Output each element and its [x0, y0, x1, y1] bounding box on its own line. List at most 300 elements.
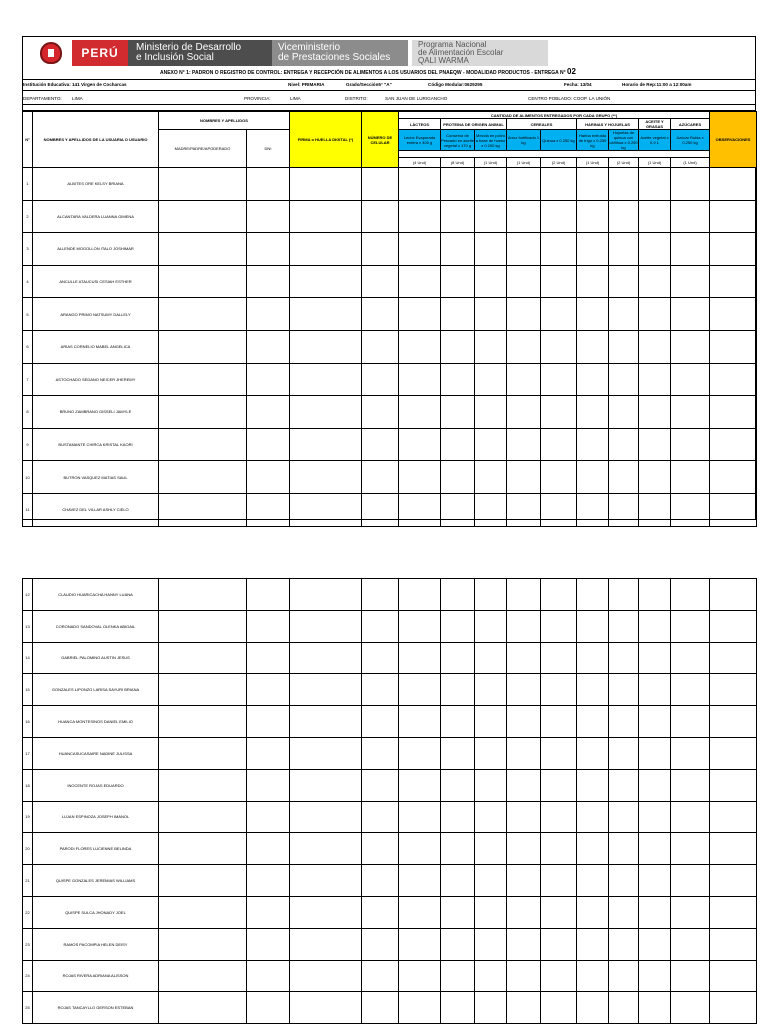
empty-cell[interactable]: [290, 298, 362, 331]
empty-cell[interactable]: [247, 493, 290, 526]
empty-cell[interactable]: [399, 992, 441, 1024]
empty-cell[interactable]: [671, 801, 710, 833]
empty-cell[interactable]: [441, 363, 475, 396]
empty-cell[interactable]: [541, 960, 577, 992]
empty-cell[interactable]: [159, 769, 247, 801]
empty-cell[interactable]: [639, 493, 671, 526]
empty-cell[interactable]: [541, 330, 577, 363]
empty-cell[interactable]: [507, 200, 541, 233]
empty-cell[interactable]: [247, 833, 290, 865]
empty-cell[interactable]: [609, 579, 639, 611]
empty-cell[interactable]: [639, 610, 671, 642]
empty-cell[interactable]: [475, 330, 507, 363]
empty-cell[interactable]: [507, 769, 541, 801]
empty-cell[interactable]: [475, 674, 507, 706]
empty-cell[interactable]: [507, 330, 541, 363]
empty-cell[interactable]: [159, 960, 247, 992]
empty-cell[interactable]: [507, 801, 541, 833]
empty-cell[interactable]: [507, 298, 541, 331]
empty-cell[interactable]: [639, 992, 671, 1024]
empty-cell[interactable]: [710, 363, 757, 396]
empty-cell[interactable]: [475, 928, 507, 960]
empty-cell[interactable]: [541, 298, 577, 331]
empty-cell[interactable]: [290, 769, 362, 801]
empty-cell[interactable]: [710, 833, 757, 865]
empty-cell[interactable]: [399, 461, 441, 494]
empty-cell[interactable]: [399, 896, 441, 928]
empty-cell[interactable]: [290, 896, 362, 928]
empty-cell[interactable]: [159, 428, 247, 461]
empty-cell[interactable]: [541, 706, 577, 738]
empty-cell[interactable]: [609, 610, 639, 642]
empty-cell[interactable]: [247, 610, 290, 642]
empty-cell[interactable]: [475, 265, 507, 298]
empty-cell[interactable]: [710, 461, 757, 494]
empty-cell[interactable]: [671, 737, 710, 769]
empty-cell[interactable]: [710, 928, 757, 960]
empty-cell[interactable]: [541, 992, 577, 1024]
empty-cell[interactable]: [671, 330, 710, 363]
empty-cell[interactable]: [399, 168, 441, 201]
empty-cell[interactable]: [507, 579, 541, 611]
empty-cell[interactable]: [710, 896, 757, 928]
empty-cell[interactable]: [475, 396, 507, 429]
empty-cell[interactable]: [159, 801, 247, 833]
empty-cell[interactable]: [247, 330, 290, 363]
empty-cell[interactable]: [507, 992, 541, 1024]
empty-cell[interactable]: [475, 992, 507, 1024]
empty-cell[interactable]: [159, 896, 247, 928]
empty-cell[interactable]: [577, 493, 609, 526]
empty-cell[interactable]: [290, 992, 362, 1024]
empty-cell[interactable]: [541, 769, 577, 801]
empty-cell[interactable]: [247, 396, 290, 429]
empty-cell[interactable]: [441, 865, 475, 897]
empty-cell[interactable]: [247, 706, 290, 738]
empty-cell[interactable]: [362, 363, 399, 396]
empty-cell[interactable]: [441, 396, 475, 429]
empty-cell[interactable]: [399, 801, 441, 833]
empty-cell[interactable]: [399, 298, 441, 331]
empty-cell[interactable]: [362, 610, 399, 642]
empty-cell[interactable]: [639, 200, 671, 233]
empty-cell[interactable]: [441, 428, 475, 461]
empty-cell[interactable]: [639, 579, 671, 611]
empty-cell[interactable]: [609, 865, 639, 897]
empty-cell[interactable]: [399, 493, 441, 526]
empty-cell[interactable]: [710, 769, 757, 801]
empty-cell[interactable]: [475, 428, 507, 461]
empty-cell[interactable]: [399, 330, 441, 363]
empty-cell[interactable]: [639, 706, 671, 738]
empty-cell[interactable]: [541, 265, 577, 298]
empty-cell[interactable]: [290, 428, 362, 461]
empty-cell[interactable]: [362, 896, 399, 928]
empty-cell[interactable]: [159, 330, 247, 363]
empty-cell[interactable]: [475, 706, 507, 738]
empty-cell[interactable]: [710, 610, 757, 642]
empty-cell[interactable]: [609, 461, 639, 494]
empty-cell[interactable]: [507, 674, 541, 706]
empty-cell[interactable]: [639, 265, 671, 298]
empty-cell[interactable]: [609, 737, 639, 769]
empty-cell[interactable]: [671, 461, 710, 494]
empty-cell[interactable]: [475, 896, 507, 928]
empty-cell[interactable]: [541, 461, 577, 494]
empty-cell[interactable]: [609, 960, 639, 992]
empty-cell[interactable]: [441, 769, 475, 801]
empty-cell[interactable]: [399, 769, 441, 801]
empty-cell[interactable]: [362, 737, 399, 769]
empty-cell[interactable]: [290, 928, 362, 960]
empty-cell[interactable]: [639, 896, 671, 928]
empty-cell[interactable]: [639, 960, 671, 992]
empty-cell[interactable]: [159, 493, 247, 526]
empty-cell[interactable]: [247, 579, 290, 611]
empty-cell[interactable]: [159, 265, 247, 298]
empty-cell[interactable]: [609, 493, 639, 526]
empty-cell[interactable]: [399, 396, 441, 429]
empty-cell[interactable]: [362, 801, 399, 833]
empty-cell[interactable]: [290, 706, 362, 738]
empty-cell[interactable]: [507, 396, 541, 429]
empty-cell[interactable]: [541, 642, 577, 674]
empty-cell[interactable]: [247, 992, 290, 1024]
empty-cell[interactable]: [290, 200, 362, 233]
empty-cell[interactable]: [362, 428, 399, 461]
empty-cell[interactable]: [247, 928, 290, 960]
empty-cell[interactable]: [577, 674, 609, 706]
empty-cell[interactable]: [710, 737, 757, 769]
empty-cell[interactable]: [159, 579, 247, 611]
empty-cell[interactable]: [475, 960, 507, 992]
empty-cell[interactable]: [441, 298, 475, 331]
empty-cell[interactable]: [710, 493, 757, 526]
empty-cell[interactable]: [247, 896, 290, 928]
empty-cell[interactable]: [609, 233, 639, 266]
empty-cell[interactable]: [159, 233, 247, 266]
empty-cell[interactable]: [475, 233, 507, 266]
empty-cell[interactable]: [710, 579, 757, 611]
empty-cell[interactable]: [507, 363, 541, 396]
empty-cell[interactable]: [507, 928, 541, 960]
empty-cell[interactable]: [541, 928, 577, 960]
empty-cell[interactable]: [441, 330, 475, 363]
empty-cell[interactable]: [710, 960, 757, 992]
empty-cell[interactable]: [362, 168, 399, 201]
empty-cell[interactable]: [577, 461, 609, 494]
empty-cell[interactable]: [507, 896, 541, 928]
empty-cell[interactable]: [399, 737, 441, 769]
empty-cell[interactable]: [671, 168, 710, 201]
empty-cell[interactable]: [577, 363, 609, 396]
empty-cell[interactable]: [671, 928, 710, 960]
empty-cell[interactable]: [441, 168, 475, 201]
empty-cell[interactable]: [290, 396, 362, 429]
empty-cell[interactable]: [710, 642, 757, 674]
empty-cell[interactable]: [441, 579, 475, 611]
empty-cell[interactable]: [710, 706, 757, 738]
empty-cell[interactable]: [577, 428, 609, 461]
empty-cell[interactable]: [671, 610, 710, 642]
empty-cell[interactable]: [247, 960, 290, 992]
empty-cell[interactable]: [639, 737, 671, 769]
empty-cell[interactable]: [362, 833, 399, 865]
empty-cell[interactable]: [609, 642, 639, 674]
empty-cell[interactable]: [671, 706, 710, 738]
empty-cell[interactable]: [399, 579, 441, 611]
empty-cell[interactable]: [609, 363, 639, 396]
empty-cell[interactable]: [710, 200, 757, 233]
empty-cell[interactable]: [362, 642, 399, 674]
empty-cell[interactable]: [399, 363, 441, 396]
empty-cell[interactable]: [159, 737, 247, 769]
empty-cell[interactable]: [710, 865, 757, 897]
empty-cell[interactable]: [441, 493, 475, 526]
empty-cell[interactable]: [710, 330, 757, 363]
empty-cell[interactable]: [671, 642, 710, 674]
empty-cell[interactable]: [577, 833, 609, 865]
empty-cell[interactable]: [159, 396, 247, 429]
empty-cell[interactable]: [541, 233, 577, 266]
empty-cell[interactable]: [441, 461, 475, 494]
empty-cell[interactable]: [290, 579, 362, 611]
empty-cell[interactable]: [639, 801, 671, 833]
empty-cell[interactable]: [159, 992, 247, 1024]
empty-cell[interactable]: [290, 461, 362, 494]
empty-cell[interactable]: [639, 168, 671, 201]
empty-cell[interactable]: [362, 461, 399, 494]
empty-cell[interactable]: [290, 833, 362, 865]
empty-cell[interactable]: [710, 233, 757, 266]
empty-cell[interactable]: [671, 493, 710, 526]
empty-cell[interactable]: [362, 769, 399, 801]
empty-cell[interactable]: [577, 992, 609, 1024]
empty-cell[interactable]: [159, 865, 247, 897]
empty-cell[interactable]: [577, 801, 609, 833]
empty-cell[interactable]: [247, 168, 290, 201]
empty-cell[interactable]: [290, 865, 362, 897]
empty-cell[interactable]: [159, 928, 247, 960]
empty-cell[interactable]: [290, 168, 362, 201]
empty-cell[interactable]: [441, 928, 475, 960]
empty-cell[interactable]: [671, 233, 710, 266]
empty-cell[interactable]: [577, 200, 609, 233]
empty-cell[interactable]: [247, 298, 290, 331]
empty-cell[interactable]: [577, 579, 609, 611]
empty-cell[interactable]: [441, 265, 475, 298]
empty-cell[interactable]: [362, 265, 399, 298]
empty-cell[interactable]: [441, 233, 475, 266]
empty-cell[interactable]: [475, 737, 507, 769]
empty-cell[interactable]: [609, 896, 639, 928]
empty-cell[interactable]: [609, 928, 639, 960]
empty-cell[interactable]: [507, 233, 541, 266]
empty-cell[interactable]: [159, 833, 247, 865]
empty-cell[interactable]: [507, 833, 541, 865]
empty-cell[interactable]: [710, 265, 757, 298]
empty-cell[interactable]: [441, 833, 475, 865]
empty-cell[interactable]: [399, 706, 441, 738]
empty-cell[interactable]: [639, 928, 671, 960]
empty-cell[interactable]: [475, 461, 507, 494]
empty-cell[interactable]: [399, 960, 441, 992]
empty-cell[interactable]: [541, 737, 577, 769]
empty-cell[interactable]: [475, 298, 507, 331]
empty-cell[interactable]: [441, 674, 475, 706]
empty-cell[interactable]: [710, 992, 757, 1024]
empty-cell[interactable]: [609, 706, 639, 738]
empty-cell[interactable]: [247, 865, 290, 897]
empty-cell[interactable]: [399, 865, 441, 897]
empty-cell[interactable]: [639, 674, 671, 706]
empty-cell[interactable]: [541, 610, 577, 642]
empty-cell[interactable]: [671, 896, 710, 928]
empty-cell[interactable]: [159, 674, 247, 706]
empty-cell[interactable]: [159, 642, 247, 674]
empty-cell[interactable]: [399, 674, 441, 706]
empty-cell[interactable]: [639, 363, 671, 396]
empty-cell[interactable]: [159, 706, 247, 738]
empty-cell[interactable]: [247, 674, 290, 706]
empty-cell[interactable]: [247, 233, 290, 266]
empty-cell[interactable]: [247, 737, 290, 769]
empty-cell[interactable]: [577, 928, 609, 960]
empty-cell[interactable]: [475, 579, 507, 611]
empty-cell[interactable]: [541, 200, 577, 233]
empty-cell[interactable]: [507, 610, 541, 642]
empty-cell[interactable]: [609, 992, 639, 1024]
empty-cell[interactable]: [290, 674, 362, 706]
empty-cell[interactable]: [577, 706, 609, 738]
empty-cell[interactable]: [399, 265, 441, 298]
empty-cell[interactable]: [541, 428, 577, 461]
empty-cell[interactable]: [541, 168, 577, 201]
empty-cell[interactable]: [671, 396, 710, 429]
empty-cell[interactable]: [507, 168, 541, 201]
empty-cell[interactable]: [362, 865, 399, 897]
empty-cell[interactable]: [475, 865, 507, 897]
empty-cell[interactable]: [639, 833, 671, 865]
empty-cell[interactable]: [639, 428, 671, 461]
empty-cell[interactable]: [639, 396, 671, 429]
empty-cell[interactable]: [290, 610, 362, 642]
empty-cell[interactable]: [441, 200, 475, 233]
empty-cell[interactable]: [475, 610, 507, 642]
empty-cell[interactable]: [362, 396, 399, 429]
empty-cell[interactable]: [710, 168, 757, 201]
empty-cell[interactable]: [362, 200, 399, 233]
empty-cell[interactable]: [609, 801, 639, 833]
empty-cell[interactable]: [609, 428, 639, 461]
empty-cell[interactable]: [671, 865, 710, 897]
empty-cell[interactable]: [290, 801, 362, 833]
empty-cell[interactable]: [441, 801, 475, 833]
empty-cell[interactable]: [541, 801, 577, 833]
empty-cell[interactable]: [247, 363, 290, 396]
empty-cell[interactable]: [399, 928, 441, 960]
empty-cell[interactable]: [159, 363, 247, 396]
empty-cell[interactable]: [441, 737, 475, 769]
empty-cell[interactable]: [441, 960, 475, 992]
empty-cell[interactable]: [507, 706, 541, 738]
empty-cell[interactable]: [577, 330, 609, 363]
empty-cell[interactable]: [399, 233, 441, 266]
empty-cell[interactable]: [247, 200, 290, 233]
empty-cell[interactable]: [609, 674, 639, 706]
empty-cell[interactable]: [609, 769, 639, 801]
empty-cell[interactable]: [362, 706, 399, 738]
empty-cell[interactable]: [609, 833, 639, 865]
empty-cell[interactable]: [399, 642, 441, 674]
empty-cell[interactable]: [399, 200, 441, 233]
empty-cell[interactable]: [247, 461, 290, 494]
empty-cell[interactable]: [159, 168, 247, 201]
empty-cell[interactable]: [639, 642, 671, 674]
empty-cell[interactable]: [362, 674, 399, 706]
empty-cell[interactable]: [290, 642, 362, 674]
empty-cell[interactable]: [541, 363, 577, 396]
empty-cell[interactable]: [710, 674, 757, 706]
empty-cell[interactable]: [541, 493, 577, 526]
empty-cell[interactable]: [247, 801, 290, 833]
empty-cell[interactable]: [475, 801, 507, 833]
empty-cell[interactable]: [362, 928, 399, 960]
empty-cell[interactable]: [441, 896, 475, 928]
empty-cell[interactable]: [577, 737, 609, 769]
empty-cell[interactable]: [671, 833, 710, 865]
empty-cell[interactable]: [577, 396, 609, 429]
empty-cell[interactable]: [639, 330, 671, 363]
empty-cell[interactable]: [362, 960, 399, 992]
empty-cell[interactable]: [577, 233, 609, 266]
empty-cell[interactable]: [159, 200, 247, 233]
empty-cell[interactable]: [441, 992, 475, 1024]
empty-cell[interactable]: [290, 960, 362, 992]
empty-cell[interactable]: [399, 428, 441, 461]
empty-cell[interactable]: [507, 428, 541, 461]
empty-cell[interactable]: [609, 396, 639, 429]
empty-cell[interactable]: [441, 642, 475, 674]
empty-cell[interactable]: [247, 642, 290, 674]
empty-cell[interactable]: [362, 233, 399, 266]
empty-cell[interactable]: [577, 168, 609, 201]
empty-cell[interactable]: [362, 992, 399, 1024]
empty-cell[interactable]: [609, 330, 639, 363]
empty-cell[interactable]: [290, 265, 362, 298]
empty-cell[interactable]: [290, 233, 362, 266]
empty-cell[interactable]: [541, 674, 577, 706]
empty-cell[interactable]: [290, 493, 362, 526]
empty-cell[interactable]: [639, 769, 671, 801]
empty-cell[interactable]: [475, 642, 507, 674]
empty-cell[interactable]: [609, 298, 639, 331]
empty-cell[interactable]: [541, 896, 577, 928]
empty-cell[interactable]: [541, 579, 577, 611]
empty-cell[interactable]: [290, 330, 362, 363]
empty-cell[interactable]: [362, 493, 399, 526]
empty-cell[interactable]: [290, 737, 362, 769]
empty-cell[interactable]: [362, 579, 399, 611]
empty-cell[interactable]: [710, 428, 757, 461]
empty-cell[interactable]: [577, 610, 609, 642]
empty-cell[interactable]: [639, 298, 671, 331]
empty-cell[interactable]: [609, 265, 639, 298]
empty-cell[interactable]: [399, 833, 441, 865]
empty-cell[interactable]: [541, 396, 577, 429]
empty-cell[interactable]: [710, 396, 757, 429]
empty-cell[interactable]: [671, 992, 710, 1024]
